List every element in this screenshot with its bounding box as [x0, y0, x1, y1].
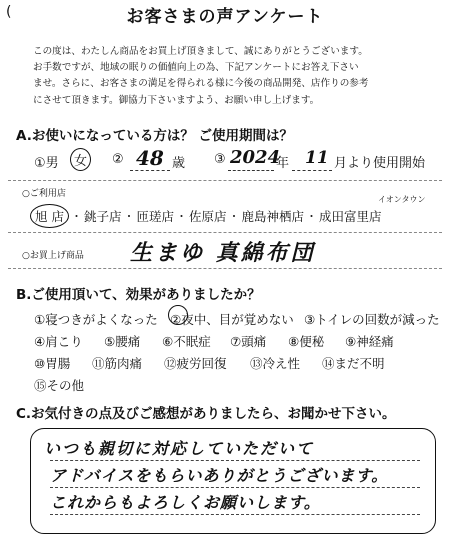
stores-top-divider [8, 180, 442, 181]
effect-option-14[interactable]: ⑭まだ不明 [322, 356, 385, 371]
store-kashima-kamisu[interactable]: 鹿島神栖店 [241, 209, 305, 224]
intro-line-1: この度は、わたしん商品をお買上げ頂きまして、誠にありがとうございます。 [33, 46, 368, 57]
age-value[interactable]: 48 [136, 146, 164, 170]
gender-male-option[interactable]: ①男 [34, 156, 59, 171]
effect-option-9[interactable]: ⑨神経痛 [345, 334, 394, 349]
effect-option-6[interactable]: ⑥不眠症 [162, 334, 211, 349]
comment-line-1: いつも親切に対応していただいて [44, 439, 315, 458]
purchase-divider [8, 268, 442, 269]
year-unit: 年 [276, 156, 290, 171]
intro-text [33, 44, 433, 109]
comment-rule-2 [50, 487, 420, 488]
start-month-value[interactable]: 11 [305, 148, 329, 168]
section-c-heading: C.お気付きの点及びご感想がありましたら、お聞かせ下さい。 [16, 406, 396, 422]
effect-option-11[interactable]: ⑪筋肉痛 [92, 356, 143, 371]
store-separator: ・ [176, 210, 188, 223]
page-title: お客さまの声アンケート [126, 7, 324, 27]
comment-rule-3 [50, 514, 420, 515]
year-underline [228, 170, 274, 171]
effect-option-8[interactable]: ⑧便秘 [288, 334, 325, 349]
store-list [30, 204, 382, 228]
effect-option-10[interactable]: ⑩胃腸 [34, 356, 71, 371]
comment-line-3: これからもよろしくお願いします。 [50, 493, 321, 512]
store-asahi-label: 旭 店 [35, 209, 64, 224]
stores-bottom-divider [8, 232, 442, 233]
section-b-heading: B.ご使用頂いて、効果がありましたか？ [16, 287, 261, 303]
effect-option-2-selected[interactable]: ②夜中、目が覚めない [170, 312, 294, 327]
age-unit: 歳 [172, 156, 186, 171]
purchase-value[interactable]: 生まゆ 真綿布団 [130, 240, 316, 266]
gender-female-label: 女 [74, 154, 88, 169]
age-prefix: ② [112, 152, 124, 167]
intro-line-2: お手数ですが、地域の眠りの価値向上の為、下記アンケートにお答え下さい [33, 62, 359, 74]
effect-option-5[interactable]: ⑤腰痛 [104, 334, 141, 349]
intro-line-4: にさせて頂きます。御協力下さいますよう、お願い申し上げます。 [33, 94, 320, 106]
store-choshi[interactable]: 銚子店 [83, 209, 122, 224]
effect-option-7[interactable]: ⑦頭痛 [230, 334, 267, 349]
effect-option-1[interactable]: ①寝つきがよくなった [34, 312, 158, 327]
store-ruby-aeon: イオンタウン [378, 195, 426, 204]
store-separator: ・ [123, 210, 135, 223]
comment-rule-1 [50, 460, 420, 461]
store-sosa[interactable]: 匝瑳店 [136, 209, 175, 224]
store-sawara[interactable]: 佐原店 [189, 209, 227, 224]
effect-option-12[interactable]: ⑫疲労回復 [164, 356, 227, 371]
store-separator: ・ [228, 210, 240, 223]
gender-female-option-circled[interactable] [70, 148, 91, 171]
store-narita-tomisato[interactable]: 成田富里店 [319, 209, 382, 224]
month-suffix: 月より使用開始 [334, 156, 426, 171]
stores-label: ○ご利用店 [22, 189, 66, 199]
store-separator: ・ [70, 210, 82, 223]
effect-option-13[interactable]: ⑬冷え性 [250, 356, 301, 371]
corner-mark: ( [6, 4, 12, 20]
purchase-label: ○お買上げ商品 [22, 251, 84, 261]
effect-option-4[interactable]: ④肩こり [34, 334, 83, 349]
period-prefix: ③ [214, 152, 226, 167]
comment-line-2: アドバイスをもらいありがとうございます。 [50, 466, 389, 485]
start-year-value[interactable]: 2024 [230, 147, 281, 168]
age-underline [130, 170, 170, 171]
intro-line-3: ませ。さらに、お客さまの満足を得られる様に今後の商品開発、店作りの参考 [33, 78, 369, 90]
month-underline [292, 170, 332, 171]
store-separator: ・ [306, 210, 318, 223]
effect-option-3[interactable]: ③トイレの回数が減った [304, 312, 440, 327]
store-asahi-circled[interactable] [30, 204, 69, 228]
effect-option-15[interactable]: ⑮その他 [34, 378, 85, 393]
section-a-heading: A.お使いになっている方は？ ご使用期間は？ [16, 128, 294, 144]
